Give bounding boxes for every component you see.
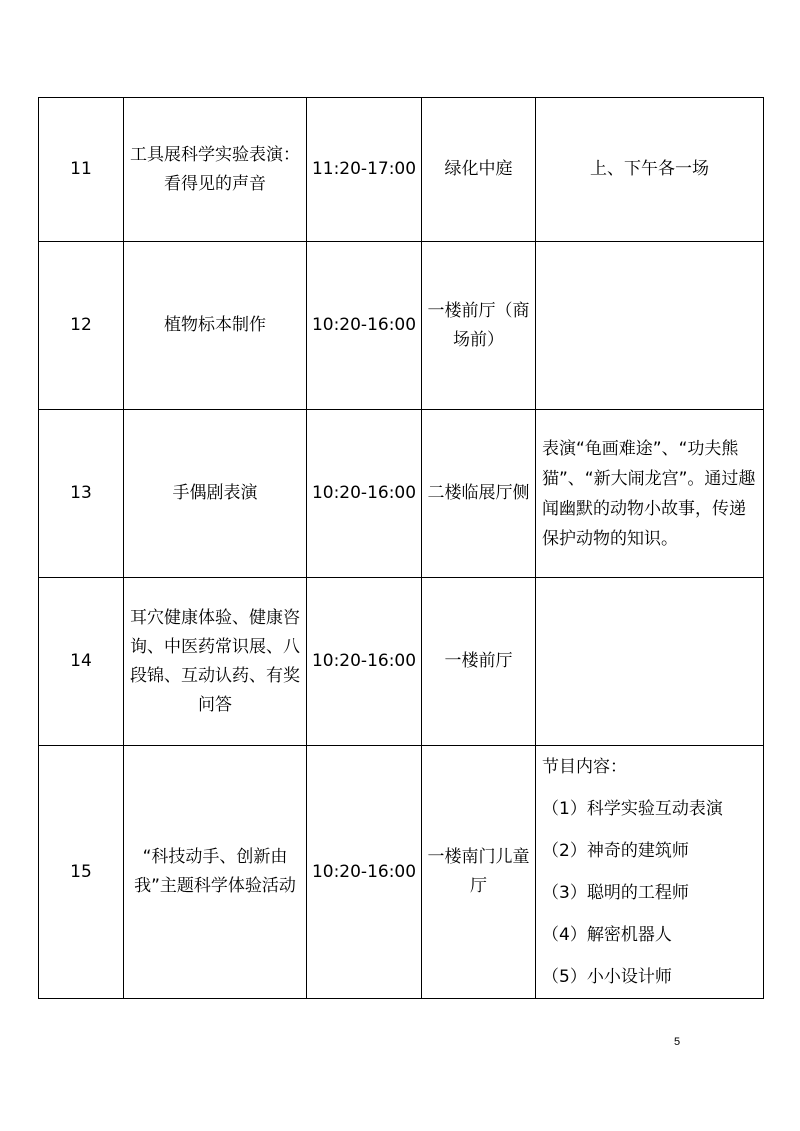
table-row-15 <box>39 746 764 999</box>
program-heading: 节目内容： <box>542 757 627 777</box>
row-number: 15 <box>39 746 124 999</box>
activity-time: 10:20-16:00 <box>307 578 422 746</box>
row-number: 12 <box>39 242 124 410</box>
activity-location: 绿化中庭 <box>422 98 536 242</box>
activity-location: 一楼前厅（商场前） <box>422 242 536 410</box>
activity-location: 一楼前厅 <box>422 578 536 746</box>
program-item: （3）聪明的工程师 <box>542 883 689 903</box>
row-number: 11 <box>39 98 124 242</box>
activity-name: 耳穴健康体验、健康咨询、中医药常识展、八段锦、互动认药、有奖问答 <box>124 578 307 746</box>
row-number: 13 <box>39 410 124 578</box>
activity-time: 10:20-16:00 <box>307 242 422 410</box>
activity-time: 11:20-17:00 <box>307 98 422 242</box>
program-item: （4）解密机器人 <box>542 925 672 945</box>
schedule-table <box>38 97 764 999</box>
activity-note <box>536 578 764 746</box>
activity-note <box>536 242 764 410</box>
activity-note: 表演“龟画难途”、“功夫熊猫”、“新大闹龙宫”。通过趣闻幽默的动物小故事，传递保护动物的知识。 <box>536 410 764 578</box>
activity-name: 手偶剧表演 <box>124 410 307 578</box>
activity-location: 一楼南门儿童厅 <box>422 746 536 999</box>
program-item: （2）神奇的建筑师 <box>542 841 689 861</box>
program-item: （5）小小设计师 <box>542 967 672 987</box>
activity-name: 工具展科学实验表演：看得见的声音 <box>124 98 307 242</box>
table-row-12 <box>39 242 764 410</box>
page-number: 5 <box>674 1036 681 1048</box>
activity-name: “科技动手、创新由我”主题科学体验活动 <box>124 746 307 999</box>
activity-note: 上、下午各一场 <box>536 98 764 242</box>
activity-location: 二楼临展厅侧 <box>422 410 536 578</box>
row-number: 14 <box>39 578 124 746</box>
table-row-13 <box>39 410 764 578</box>
activity-note <box>536 746 764 999</box>
table-row-11 <box>39 98 764 242</box>
table-row-14 <box>39 578 764 746</box>
activity-time: 10:20-16:00 <box>307 746 422 999</box>
activity-name: 植物标本制作 <box>124 242 307 410</box>
activity-time: 10:20-16:00 <box>307 410 422 578</box>
program-item: （1）科学实验互动表演 <box>542 799 723 819</box>
